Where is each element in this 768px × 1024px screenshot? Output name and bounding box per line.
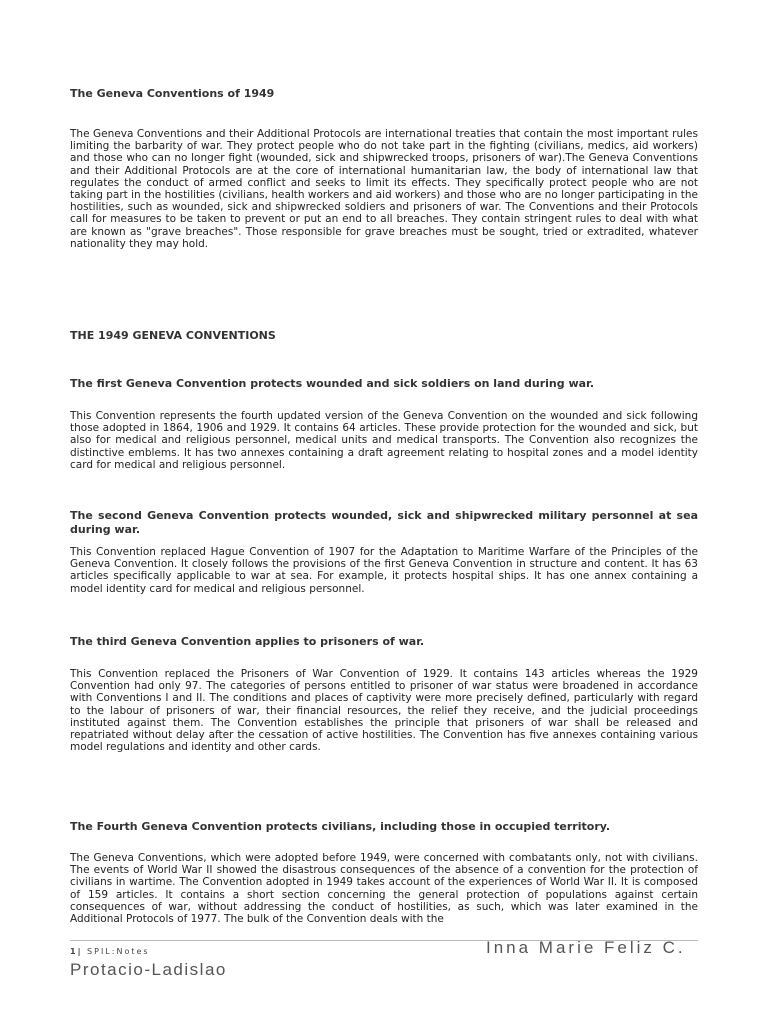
first-convention-heading-block xyxy=(70,377,698,391)
notes-label: SPIL:Notes xyxy=(87,947,150,956)
first-convention-heading: The first Geneva Convention protects wounded and sick soldiers on land during war. xyxy=(70,377,595,390)
section-title: THE 1949 GENEVA CONVENTIONS xyxy=(70,329,276,342)
page-number: 1 xyxy=(70,947,78,956)
document-title-block xyxy=(70,87,698,100)
fourth-convention-heading: The Fourth Geneva Convention protects civilians, including those in occupied territory. xyxy=(70,820,611,833)
footer-page-label xyxy=(70,947,150,956)
third-convention-heading-block xyxy=(70,635,698,649)
fourth-convention-body-block xyxy=(70,852,698,932)
third-convention-body: This Convention replaced the Prisoners of War Convention of 1929. It contains 143 articles whereas the 1929 Convention had only 97. The categories of persons entitled to prisoner of war status were broadened in accordance with Conventions I and II. The conditions and places of captivity were more precisely defined, particularly with regard to the labour of prisoners of war, their financial resources, the relief they receive, and the judicial proceedings instituted against them. The Convention establishes the principle that prisoners of war shall be released and repatriated without delay after the cessation of active hostilities. The Convention has five annexes containing various model regulations and identity and other cards. xyxy=(70,668,698,754)
third-convention-body-block xyxy=(70,668,698,753)
author-name-line1: Inna Marie Feliz C. xyxy=(486,938,686,957)
author-name-line2: Protacio-Ladislao xyxy=(70,960,227,979)
third-convention-heading: The third Geneva Convention applies to prisoners of war. xyxy=(70,635,425,648)
section-title-block xyxy=(70,329,698,342)
first-convention-body: This Convention represents the fourth updated version of the Geneva Convention on the wounded and sick following those adopted in 1864, 1906 and 1929. It contains 64 articles. These provide protection for the wounded and sick, but also for medical and religious personnel, medical units and medical transports. The Convention also recognizes the distinctive emblems. It has two annexes containing a draft agreement relating to hospital zones and a model identity card for medical and religious personnel. xyxy=(70,410,698,471)
first-convention-body-block xyxy=(70,410,698,471)
fourth-convention-heading-block xyxy=(70,820,698,834)
page-separator: | xyxy=(77,947,83,956)
intro-paragraph: The Geneva Conventions and their Additional Protocols are international treaties that contain the most important rules limiting the barbarity of war. They protect people who do not take part in the fighting (civilians, medics, aid workers) and those who can no longer fight (wounded, sick and shipwrecked troops, prisoners of war).The Geneva Conventions and their Additional Protocols are at the core of international humanitarian law, the body of international law that regulates the conduct of armed conflict and seeks to limit its effects. They specifically protect people who are not taking part in the hostilities (civilians, health workers and aid workers) and those who are no longer participating in the hostilities, such as wounded, sick and shipwrecked soldiers and prisoners of war. The Conventions and their Protocols call for measures to be taken to prevent or put an end to all breaches. They contain stringent rules to deal with what are known as "grave breaches". Those responsible for grave breaches must be sought, tried or extradited, whatever nationality they may hold. xyxy=(70,128,698,250)
second-convention-heading-block xyxy=(70,509,698,537)
intro-paragraph-block xyxy=(70,128,698,250)
second-convention-heading: The second Geneva Convention protects wounded, sick and shipwrecked military personnel at sea during war. xyxy=(70,509,698,536)
fourth-convention-body: The Geneva Conventions, which were adopted before 1949, were concerned with combatants only, not with civilians. The events of World War II showed the disastrous consequences of the absence of a convention for the protection of civilians in wartime. The Convention adopted in 1949 takes account of the experiences of World War II. It is composed of 159 articles. It contains a short section concerning the general protection of populations against certain consequences of war, without addressing the conduct of hostilities, as such, which was later examined in the Additional Protocols of 1977. The bulk of the Convention deals with the xyxy=(70,852,698,926)
document-title: The Geneva Conventions of 1949 xyxy=(70,87,275,100)
second-convention-body-block xyxy=(70,546,698,595)
second-convention-body: This Convention replaced Hague Convention of 1907 for the Adaptation to Maritime Warfare of the Principles of the Geneva Convention. It closely follows the provisions of the first Geneva Convention in structure and content. It has 63 articles specifically applicable to war at sea. For example, it protects hospital ships. It has one annex containing a model identity card for medical and religious personnel. xyxy=(70,546,698,595)
